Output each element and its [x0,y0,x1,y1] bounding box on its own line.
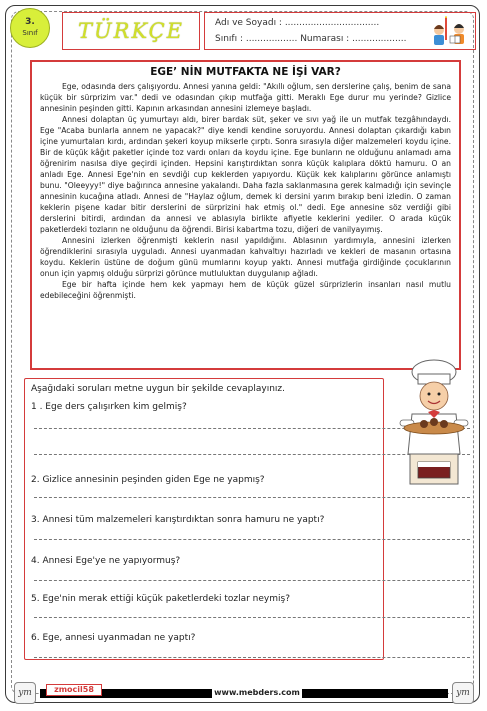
story-box [30,60,461,370]
footer-url[interactable]: www.mebders.com [212,687,302,698]
answer-line[interactable] [34,539,470,540]
question-2: 2. Gizlice annesinin peşinden giden Ege ne yapmış? [31,475,265,485]
answer-line[interactable] [34,657,470,658]
question-6: 6. Ege, annesi uyanmadan ne yaptı? [31,633,196,643]
name-field[interactable]: Adı ve Soyadı : ................................. [215,18,380,28]
subject-title: TÜRKÇE [62,12,200,50]
class-number-field[interactable]: Sınıfı : .................. Numarası : ................... [215,34,407,44]
answer-line[interactable] [34,580,470,581]
question-4: 4. Annesi Ege'ye ne yapıyormuş? [31,556,181,566]
footer-code: zmocil58 [46,684,102,696]
question-3: 3. Annesi tüm malzemeleri karıştırdıktan sonra hamuru ne yaptı? [31,515,325,525]
answer-line[interactable] [34,497,470,498]
chef-illustration [390,358,478,490]
story-paragraph: Ege, odasında ders çalışıyordu. Annesi yanına geldi: "Akıllı oğlum, sen derslerine çalış, benim de sana küçük bir sürprizim var." dedi ve odasından çıkıp mutfağa gitti. Meraklı Ege durur mu yerinde? Gizlice annesinin peşinden gitti. Kapının arkasından annesini izlemeye başladı. [40,82,451,113]
story-paragraph: Annesi dolaptan üç yumurtayı aldı, birer bardak süt, şeker ve sıvı yağ ile un mutfak tezgâhındaydı. Ege "Acaba bunlarla annem ne yapacak?" diye kendi kendine soruyordu. Annesi dolaptan çıkardığı kabın içine yumurtaları kırdı, ardından şekeri koyup mikserle çırptı. Sonra sırasıyla diğer malzemeleri koydu içine. Bir de küçük kâğıt paketler içinde toz vardı onları da koydu içine. Ege bunların ne olduğunu anlamadı ama öğrenirim nasılsa diye geçirdi içinden. Hepsini karıştırdıktan sonra küçük kalıplara döktü hamuru. O an anladı Ege. Annesi Ege'nin en sevdiği cup keklerden yapıyordu. Küçük kek kalıplarını görünce anlamıştı bunu. "Oleeyyy!" diye bağırınca annesine yakalandı. Daha fazla saklanmasına gerek kalmadığı için sevinçle annesinin kucağına atladı. Annesi de "Haylaz oğlum, demek ki dersini yarım bırakıp beni izledin. O zaman keklerin pişene kadar bitir derslerini de sürprizini hak etmiş ol." dedi. Ege annesine söz verdiği gibi derslerini bitirdi, ardından da annesi ve ablasıyla birlikte afiyetle keklerini yediler. O arada küçük paketlerdeki tozların ne olduğunu da öğrendi. Birisi kabartma tozu, diğeri de vanilyayımış. [40,115,451,234]
corner-logo-icon: ym [14,682,36,704]
kids-reading-icon [431,16,471,48]
student-info-box [204,12,476,50]
grade-sub: Sınıf [22,29,38,37]
question-5: 5. Ege'nin merak ettiği küçük paketlerdeki tozlar neymiş? [31,594,290,604]
answer-line[interactable] [34,617,470,618]
story-title: EGE’ NİN MUTFAKTA NE İŞİ VAR? [150,66,341,78]
question-1: 1 . Ege ders çalışırken kim gelmiş? [31,402,187,412]
story-paragraph: Annesini izlerken öğrenmişti keklerin nasıl yapıldığını. Ablasının yardımıyla, annesini izlerken öğrendiklerini sırasıyla uyguladı. Annesi uyanmadan kahvaltıyı hazırladı ve kekleri de masanın ortasına koydu. Keklerin üstüne de doğum günü mumlarını koyup yaktı. Annesi mutfağa girdiğinde çocuklarının onun için yapmış olduğu sürprizi görünce mutluluktan duygulanıp ağladı. [40,236,451,278]
corner-logo-icon: ym [452,682,474,704]
grade-number: 3. [25,17,35,27]
grade-badge [10,8,50,48]
questions-intro: Aşağıdaki soruları metne uygun bir şekilde cevaplayınız. [31,384,285,394]
story-paragraph: Ege bir hafta içinde hem kek yapmayı hem de küçük güzel sürprizlerin insanları nasıl mutlu edebileceğini öğrenmişti. [40,280,451,300]
